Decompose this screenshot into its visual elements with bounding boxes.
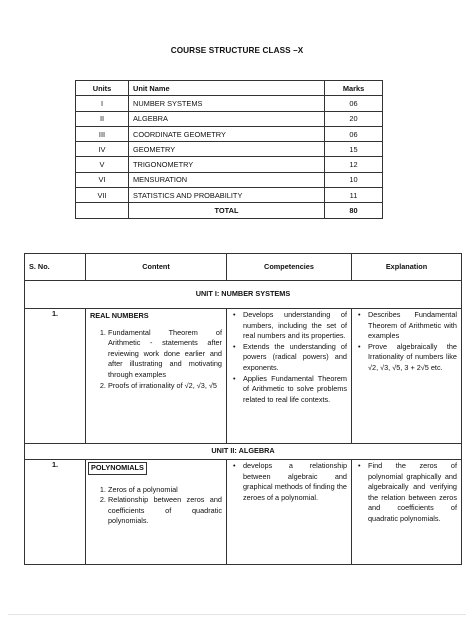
- table-row: [76, 142, 383, 157]
- page-bottom-divider: [8, 614, 466, 615]
- unit-cell: VI: [76, 172, 129, 187]
- table-row: [76, 126, 383, 141]
- unit-cell: V: [76, 157, 129, 172]
- unit-name-cell: TRIGONOMETRY: [129, 157, 325, 172]
- header-marks: Marks: [325, 81, 383, 96]
- total-marks: 80: [325, 203, 383, 218]
- list-item: • Prove algebraically the Irrationality of numbers like √2, √3, √5, 3 + 2√5 etc.: [368, 342, 457, 374]
- unit-name-cell: ALGEBRA: [129, 111, 325, 126]
- page-title: COURSE STRUCTURE CLASS –X: [170, 46, 304, 55]
- total-row: [76, 203, 383, 218]
- marks-cell: 06: [325, 96, 383, 111]
- course-structure-table: [75, 80, 383, 219]
- header-units: Units: [76, 81, 129, 96]
- total-empty-cell: [76, 203, 129, 218]
- unit-2-title: UNIT II: ALGEBRA: [25, 444, 462, 460]
- marks-cell: 10: [325, 172, 383, 187]
- table-row: [76, 111, 383, 126]
- competencies-list: [231, 310, 347, 405]
- header-unit-name: Unit Name: [129, 81, 325, 96]
- competencies-cell: [227, 460, 352, 565]
- table-row: [25, 309, 462, 444]
- unit-name-cell: GEOMETRY: [129, 142, 325, 157]
- marks-cell: 15: [325, 142, 383, 157]
- list-item: • Develops understanding of numbers, including the set of real numbers and its properties.: [243, 310, 347, 342]
- content-cell: [86, 460, 227, 565]
- table-header-row: [76, 81, 383, 96]
- list-item: • Applies Fundamental Theorem of Arithmetic to solve problems related to real life contexts.: [243, 374, 347, 406]
- content-list: [90, 328, 222, 392]
- topic-title: REAL NUMBERS: [90, 311, 149, 320]
- unit-cell: VII: [76, 188, 129, 203]
- total-label: TOTAL: [129, 203, 325, 218]
- list-item: 2. Proofs of irrationality of √2, √3, √5: [108, 381, 222, 392]
- unit-cell: IV: [76, 142, 129, 157]
- explanation-cell: [352, 460, 462, 565]
- list-item: 1. Zeros of a polynomial: [108, 485, 222, 496]
- competencies-list: [231, 461, 347, 503]
- list-item: • Describes Fundamental Theorem of Arithmetic with examples: [368, 310, 457, 342]
- explanation-cell: [352, 309, 462, 444]
- list-item: • develops a relationship between algebraic and graphical methods of finding the zeroes of a polynomial.: [243, 461, 347, 503]
- syllabus-header-row: [25, 254, 462, 281]
- unit-cell: I: [76, 96, 129, 111]
- topic-title: POLYNOMIALS: [88, 462, 147, 475]
- unit-name-cell: MENSURATION: [129, 172, 325, 187]
- competencies-cell: [227, 309, 352, 444]
- unit-name-cell: COORDINATE GEOMETRY: [129, 126, 325, 141]
- table-row: [76, 172, 383, 187]
- unit-cell: II: [76, 111, 129, 126]
- header-competencies: Competencies: [227, 254, 352, 281]
- content-cell: [86, 309, 227, 444]
- unit-name-cell: STATISTICS AND PROBABILITY: [129, 188, 325, 203]
- sno-cell: 1.: [25, 460, 86, 565]
- explanation-list: [356, 310, 457, 374]
- marks-cell: 20: [325, 111, 383, 126]
- unit-cell: III: [76, 126, 129, 141]
- unit-heading-row: [25, 281, 462, 309]
- list-item: 2. Relationship between zeros and coefficients of quadratic polynomials.: [108, 495, 222, 527]
- sno-cell: 1.: [25, 309, 86, 444]
- unit-heading-row: [25, 444, 462, 460]
- syllabus-table: [24, 253, 462, 565]
- table-row: [25, 460, 462, 565]
- header-explanation: Explanation: [352, 254, 462, 281]
- explanation-list: [356, 461, 457, 525]
- header-sno: S. No.: [25, 254, 86, 281]
- table-row: [76, 96, 383, 111]
- marks-cell: 06: [325, 126, 383, 141]
- marks-cell: 11: [325, 188, 383, 203]
- content-list: [90, 485, 222, 527]
- list-item: • Extends the understanding of powers (radical powers) and exponents.: [243, 342, 347, 374]
- list-item: • Find the zeros of polynomial graphically and algebraically and verifying the relation between zeros and coefficients of quadratic polynomials.: [368, 461, 457, 525]
- unit-1-title: UNIT I: NUMBER SYSTEMS: [25, 281, 462, 309]
- header-content: Content: [86, 254, 227, 281]
- marks-cell: 12: [325, 157, 383, 172]
- table-row: [76, 188, 383, 203]
- list-item: 1. Fundamental Theorem of Arithmetic - statements after reviewing work done earlier and after illustrating and motivating through examples: [108, 328, 222, 381]
- table-row: [76, 157, 383, 172]
- unit-name-cell: NUMBER SYSTEMS: [129, 96, 325, 111]
